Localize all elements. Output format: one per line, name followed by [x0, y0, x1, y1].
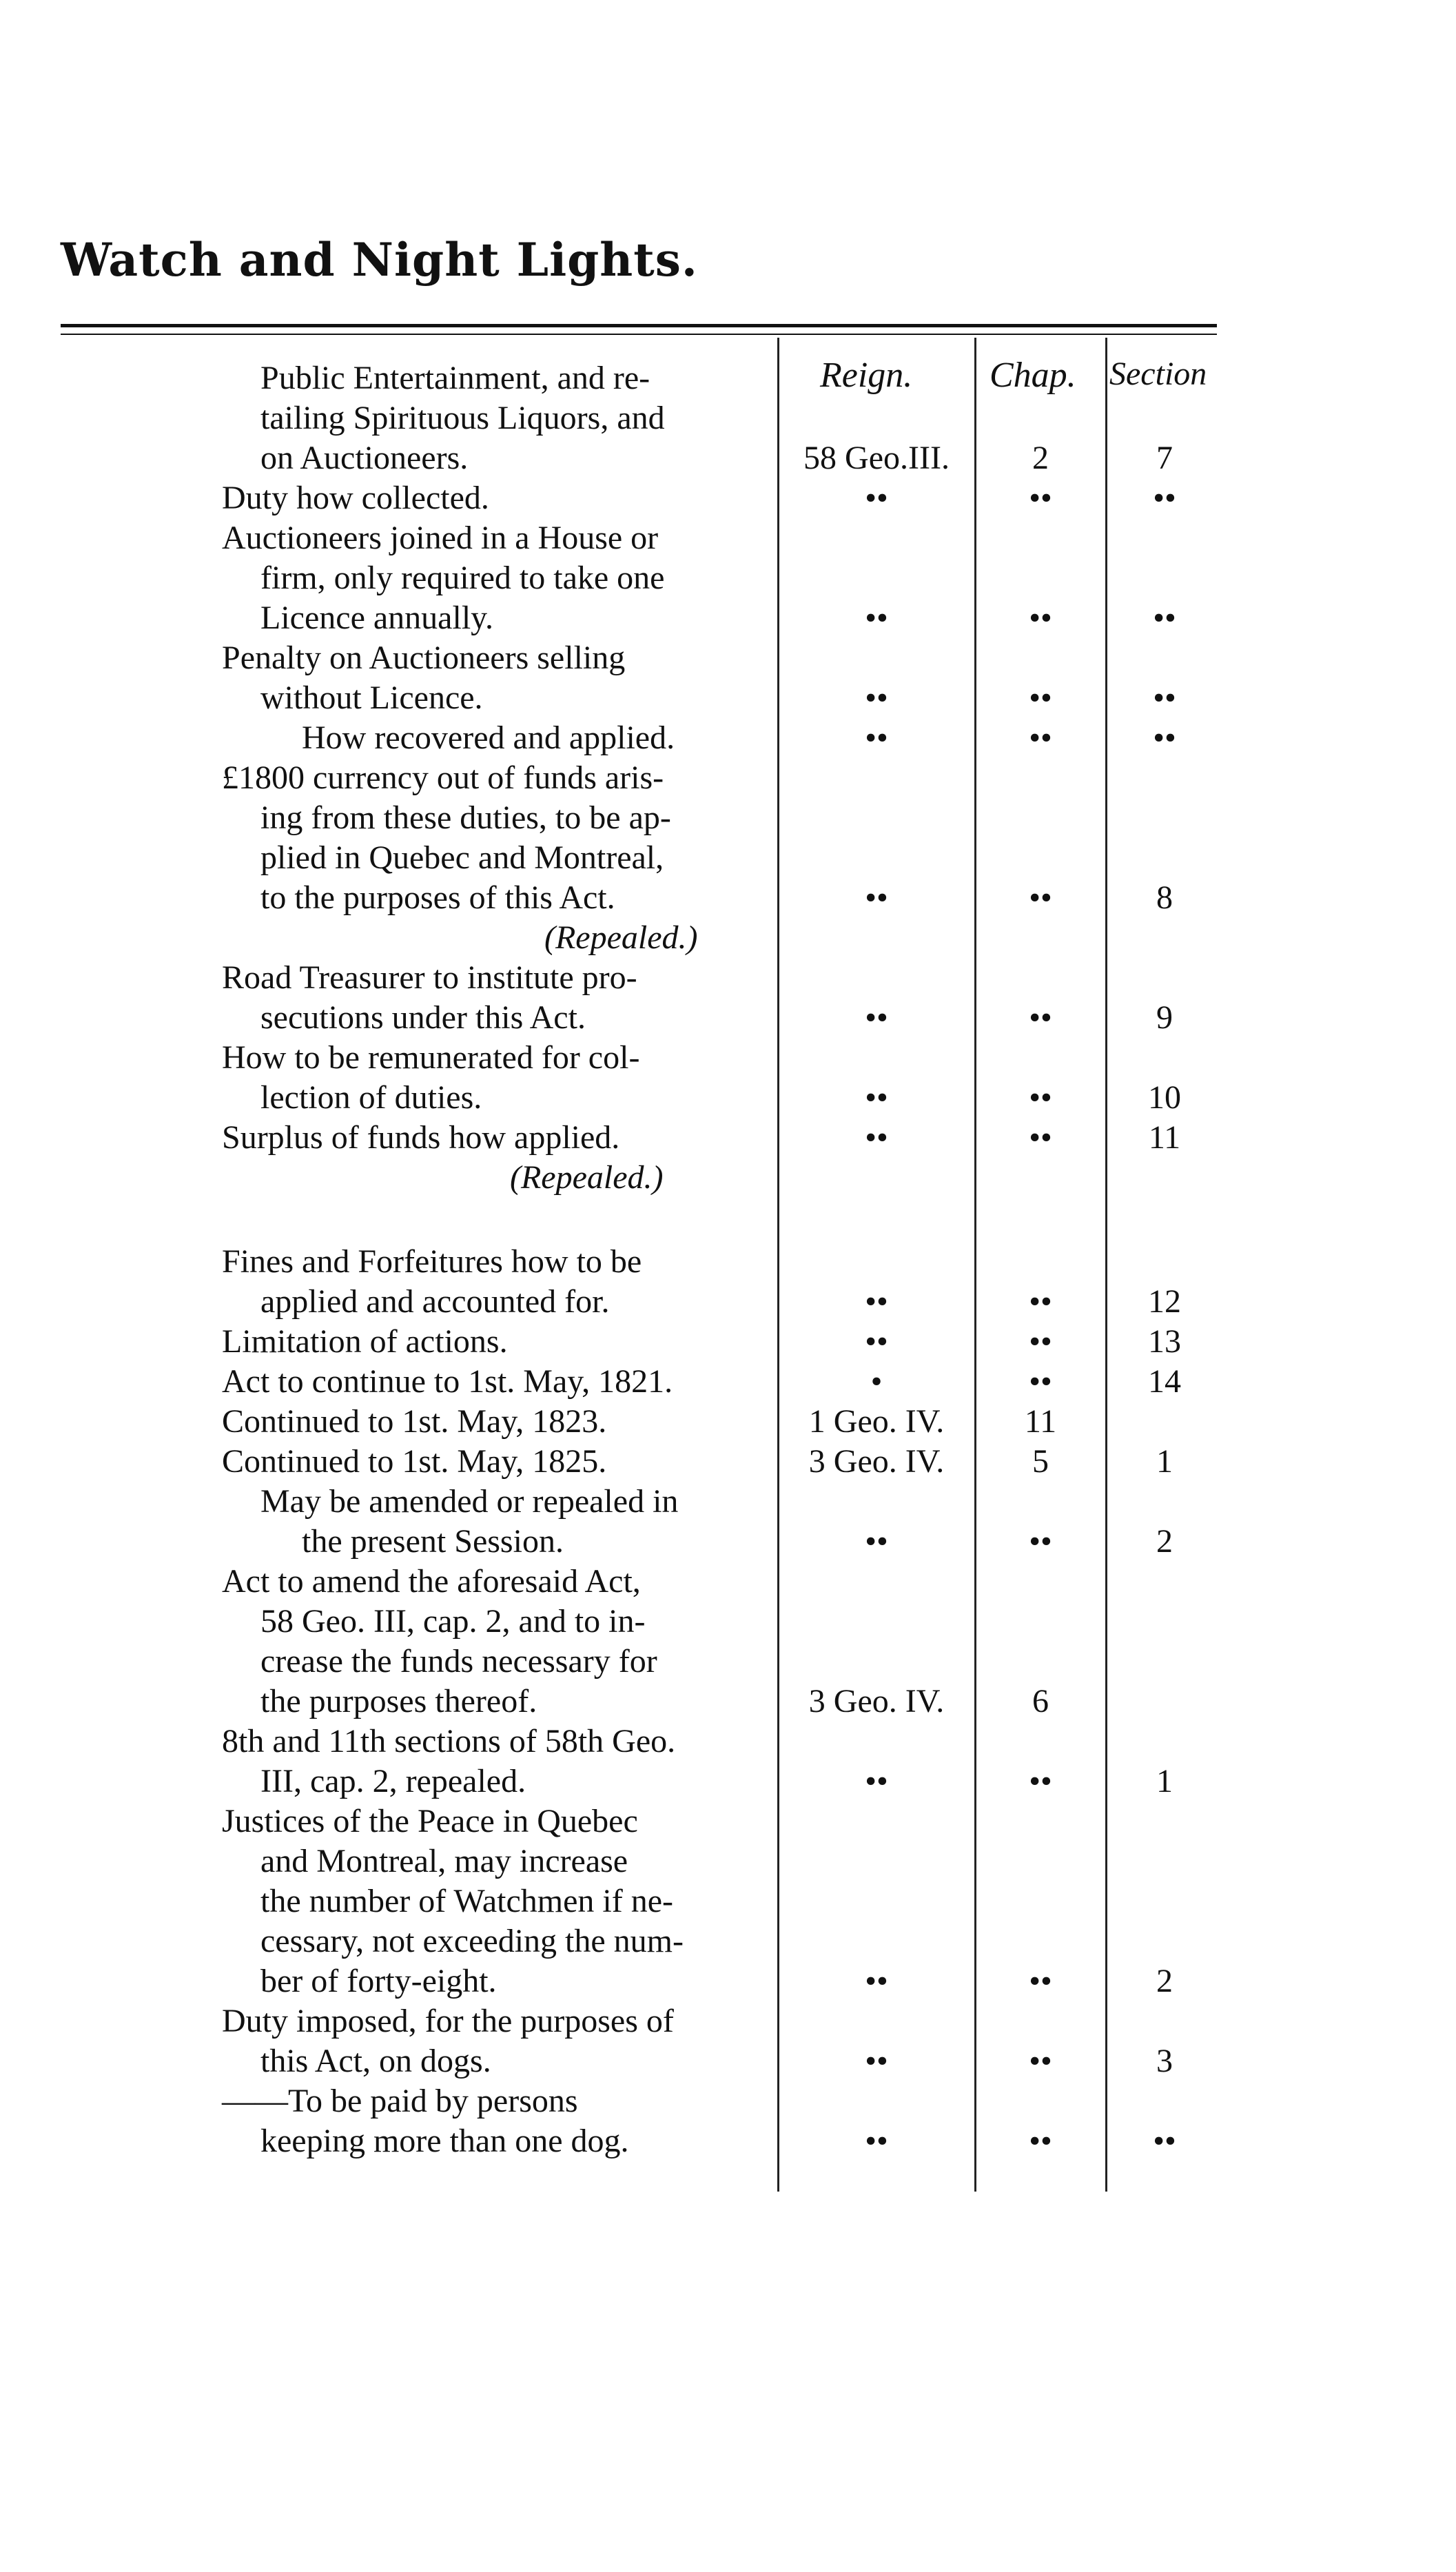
entry-line: the present Session.: [302, 1523, 564, 1560]
chap-cell: ••: [1029, 2043, 1052, 2079]
reign-cell: ••: [865, 600, 888, 636]
header-chap: Chap.: [990, 356, 1076, 395]
entry-line: £1800 currency out of funds aris-: [222, 759, 664, 796]
entry-line: ing from these duties, to be ap-: [260, 799, 671, 836]
reign-cell: ••: [865, 2043, 888, 2079]
reign-cell: ••: [865, 2123, 888, 2159]
reign-cell: ••: [865, 719, 888, 756]
section-cell: ••: [1153, 600, 1176, 636]
page-title: Watch and Night Lights.: [61, 233, 698, 287]
chap-cell: ••: [1029, 1363, 1052, 1400]
entry-line: III, cap. 2, repealed.: [260, 1763, 526, 1799]
entry-line: firm, only required to take one: [260, 560, 665, 596]
entry-line: applied and accounted for.: [260, 1283, 610, 1320]
entry-line: Road Treasurer to institute pro-: [222, 959, 637, 996]
entry-line: Limitation of actions.: [222, 1323, 508, 1360]
reign-cell: ••: [865, 1079, 888, 1116]
chap-cell: ••: [1029, 1283, 1052, 1320]
reign-cell: ••: [865, 1763, 888, 1799]
entry-line: Public Entertainment, and re-: [260, 360, 650, 396]
reign-cell: 3 Geo. IV.: [808, 1443, 945, 1480]
entry-line: Justices of the Peace in Quebec: [222, 1803, 638, 1839]
section-cell: 3: [1156, 2043, 1173, 2079]
reign-cell: 58 Geo.III.: [803, 440, 950, 476]
entry-line: tailing Spirituous Liquors, and: [260, 400, 665, 436]
section-cell: ••: [1153, 2123, 1176, 2159]
entry-line: Licence annually.: [260, 600, 494, 636]
column-divider-text-reign: [777, 338, 779, 2192]
section-cell: 8: [1156, 879, 1173, 916]
entry-line: Penalty on Auctioneers selling: [222, 640, 626, 676]
entry-line: ——To be paid by persons: [222, 2083, 578, 2119]
entry-line: on Auctioneers.: [260, 440, 469, 476]
reign-cell: ••: [865, 680, 888, 716]
entry-line: the number of Watchmen if ne-: [260, 1883, 674, 1919]
entry-line: Auctioneers joined in a House or: [222, 520, 659, 556]
chap-cell: ••: [1029, 879, 1052, 916]
entry-line: Act to amend the aforesaid Act,: [222, 1563, 641, 1600]
reign-cell: ••: [865, 879, 888, 916]
entry-line: the purposes thereof.: [260, 1683, 537, 1719]
section-cell: 11: [1148, 1119, 1181, 1156]
section-cell: ••: [1153, 680, 1176, 716]
reign-cell: •: [870, 1363, 883, 1400]
repealed-note: (Repealed.): [510, 1159, 664, 1196]
chap-cell: ••: [1029, 600, 1052, 636]
section-cell: 9: [1156, 999, 1173, 1036]
section-cell: ••: [1153, 719, 1176, 756]
entry-line: Continued to 1st. May, 1823.: [222, 1403, 607, 1440]
chap-cell: ••: [1029, 719, 1052, 756]
chap-cell: ••: [1029, 680, 1052, 716]
entry-line: Act to continue to 1st. May, 1821.: [222, 1363, 673, 1400]
chap-cell: 2: [1032, 440, 1049, 476]
reign-cell: ••: [865, 1523, 888, 1560]
entry-line: and Montreal, may increase: [260, 1843, 628, 1879]
entry-line: Surplus of funds how applied.: [222, 1119, 620, 1156]
reign-cell: ••: [865, 1119, 888, 1156]
header-reign: Reign.: [820, 356, 913, 395]
chap-cell: ••: [1029, 999, 1052, 1036]
entry-line: How recovered and applied.: [302, 719, 675, 756]
entry-line: secutions under this Act.: [260, 999, 586, 1036]
reign-cell: ••: [865, 480, 888, 516]
header-rule-thin: [61, 334, 1217, 335]
header-rule-thick: [61, 324, 1217, 327]
entry-line: Continued to 1st. May, 1825.: [222, 1443, 607, 1480]
entry-line: Duty how collected.: [222, 480, 489, 516]
section-cell: 1: [1156, 1443, 1173, 1480]
column-divider-reign-chap: [974, 338, 976, 2192]
entry-line: cessary, not exceeding the num-: [260, 1923, 684, 1959]
chap-cell: ••: [1029, 1963, 1052, 1999]
entry-line: 8th and 11th sections of 58th Geo.: [222, 1723, 676, 1759]
chap-cell: 5: [1032, 1443, 1049, 1480]
column-divider-chap-section: [1105, 338, 1107, 2192]
entry-line: keeping more than one dog.: [260, 2123, 629, 2159]
section-cell: 2: [1156, 1963, 1173, 1999]
reign-cell: ••: [865, 1283, 888, 1320]
entry-line: ber of forty-eight.: [260, 1963, 497, 1999]
section-cell: 14: [1148, 1363, 1181, 1400]
entry-line: plied in Quebec and Montreal,: [260, 839, 664, 876]
entry-line: Duty imposed, for the purposes of: [222, 2003, 674, 2039]
chap-cell: ••: [1029, 480, 1052, 516]
chap-cell: ••: [1029, 1763, 1052, 1799]
entry-line: Fines and Forfeitures how to be: [222, 1243, 642, 1280]
entry-line: to the purposes of this Act.: [260, 879, 615, 916]
entry-line: without Licence.: [260, 680, 483, 716]
entry-line: lection of duties.: [260, 1079, 482, 1116]
entry-line: May be amended or repealed in: [260, 1483, 679, 1520]
reign-cell: ••: [865, 1323, 888, 1360]
header-section: Section: [1109, 356, 1207, 392]
section-cell: 13: [1148, 1323, 1181, 1360]
chap-cell: 11: [1024, 1403, 1057, 1440]
reign-cell: 1 Geo. IV.: [808, 1403, 945, 1440]
entry-line: 58 Geo. III, cap. 2, and to in-: [260, 1603, 646, 1640]
section-cell: 2: [1156, 1523, 1173, 1560]
chap-cell: ••: [1029, 2123, 1052, 2159]
section-cell: 10: [1148, 1079, 1181, 1116]
section-cell: 1: [1156, 1763, 1173, 1799]
section-cell: ••: [1153, 480, 1176, 516]
entry-line: this Act, on dogs.: [260, 2043, 491, 2079]
reign-cell: ••: [865, 999, 888, 1036]
chap-cell: ••: [1029, 1523, 1052, 1560]
section-cell: 7: [1156, 440, 1173, 476]
chap-cell: 6: [1032, 1683, 1049, 1719]
chap-cell: ••: [1029, 1079, 1052, 1116]
section-cell: 12: [1148, 1283, 1181, 1320]
chap-cell: ••: [1029, 1323, 1052, 1360]
reign-cell: 3 Geo. IV.: [808, 1683, 945, 1719]
repealed-note: (Repealed.): [544, 919, 698, 956]
entry-line: crease the funds necessary for: [260, 1643, 657, 1680]
chap-cell: ••: [1029, 1119, 1052, 1156]
reign-cell: ••: [865, 1963, 888, 1999]
entry-line: How to be remunerated for col-: [222, 1039, 640, 1076]
